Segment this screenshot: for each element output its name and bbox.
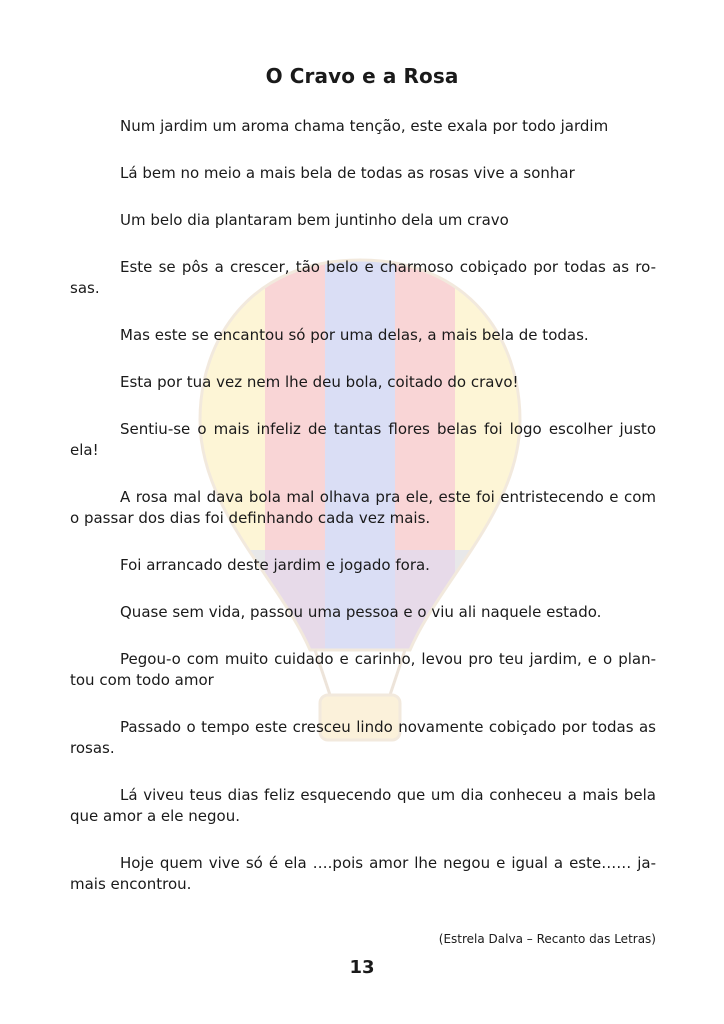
- paragraph: Sentiu-se o mais infeliz de tantas flores belas foi logo escolher justo ela!: [70, 420, 656, 459]
- source-credit: (Estrela Dalva – Recanto das Letras): [438, 932, 656, 946]
- paragraph: Quase sem vida, passou uma pessoa e o viu ali naquele estado.: [120, 603, 602, 621]
- paragraph: Pegou-o com muito cuidado e carinho, levou pro teu jardim, e o plan-tou com todo amor: [70, 650, 656, 689]
- paragraph: Mas este se encantou só por uma delas, a mais bela de todas.: [120, 326, 589, 344]
- paragraph: Este se pôs a crescer, tão belo e charmoso cobiçado por todas as ro-sas.: [70, 258, 656, 297]
- paragraph: Hoje quem vive só é ela ….pois amor lhe negou e igual a este…… ja-mais encontrou.: [70, 854, 656, 893]
- paragraph: Passado o tempo este cresceu lindo novamente cobiçado por todas as rosas.: [70, 718, 656, 757]
- paragraph: Lá viveu teus dias feliz esquecendo que um dia conheceu a mais bela que amor a ele negou.: [70, 786, 656, 825]
- page-title: O Cravo e a Rosa: [265, 64, 459, 88]
- paragraph: Um belo dia plantaram bem juntinho dela um cravo: [120, 211, 509, 229]
- paragraph: Foi arrancado deste jardim e jogado fora.: [120, 556, 430, 574]
- page-number: 13: [349, 957, 375, 978]
- paragraph: A rosa mal dava bola mal olhava pra ele, este foi entristecendo e com o passar dos dias foi definhando cada vez mais.: [70, 488, 656, 527]
- paragraph: Lá bem no meio a mais bela de todas as rosas vive a sonhar: [120, 164, 575, 182]
- paragraph: Num jardim um aroma chama tenção, este exala por todo jardim: [120, 117, 609, 135]
- paragraph: Esta por tua vez nem lhe deu bola, coitado do cravo!: [120, 373, 519, 391]
- poem-body: [70, 116, 656, 921]
